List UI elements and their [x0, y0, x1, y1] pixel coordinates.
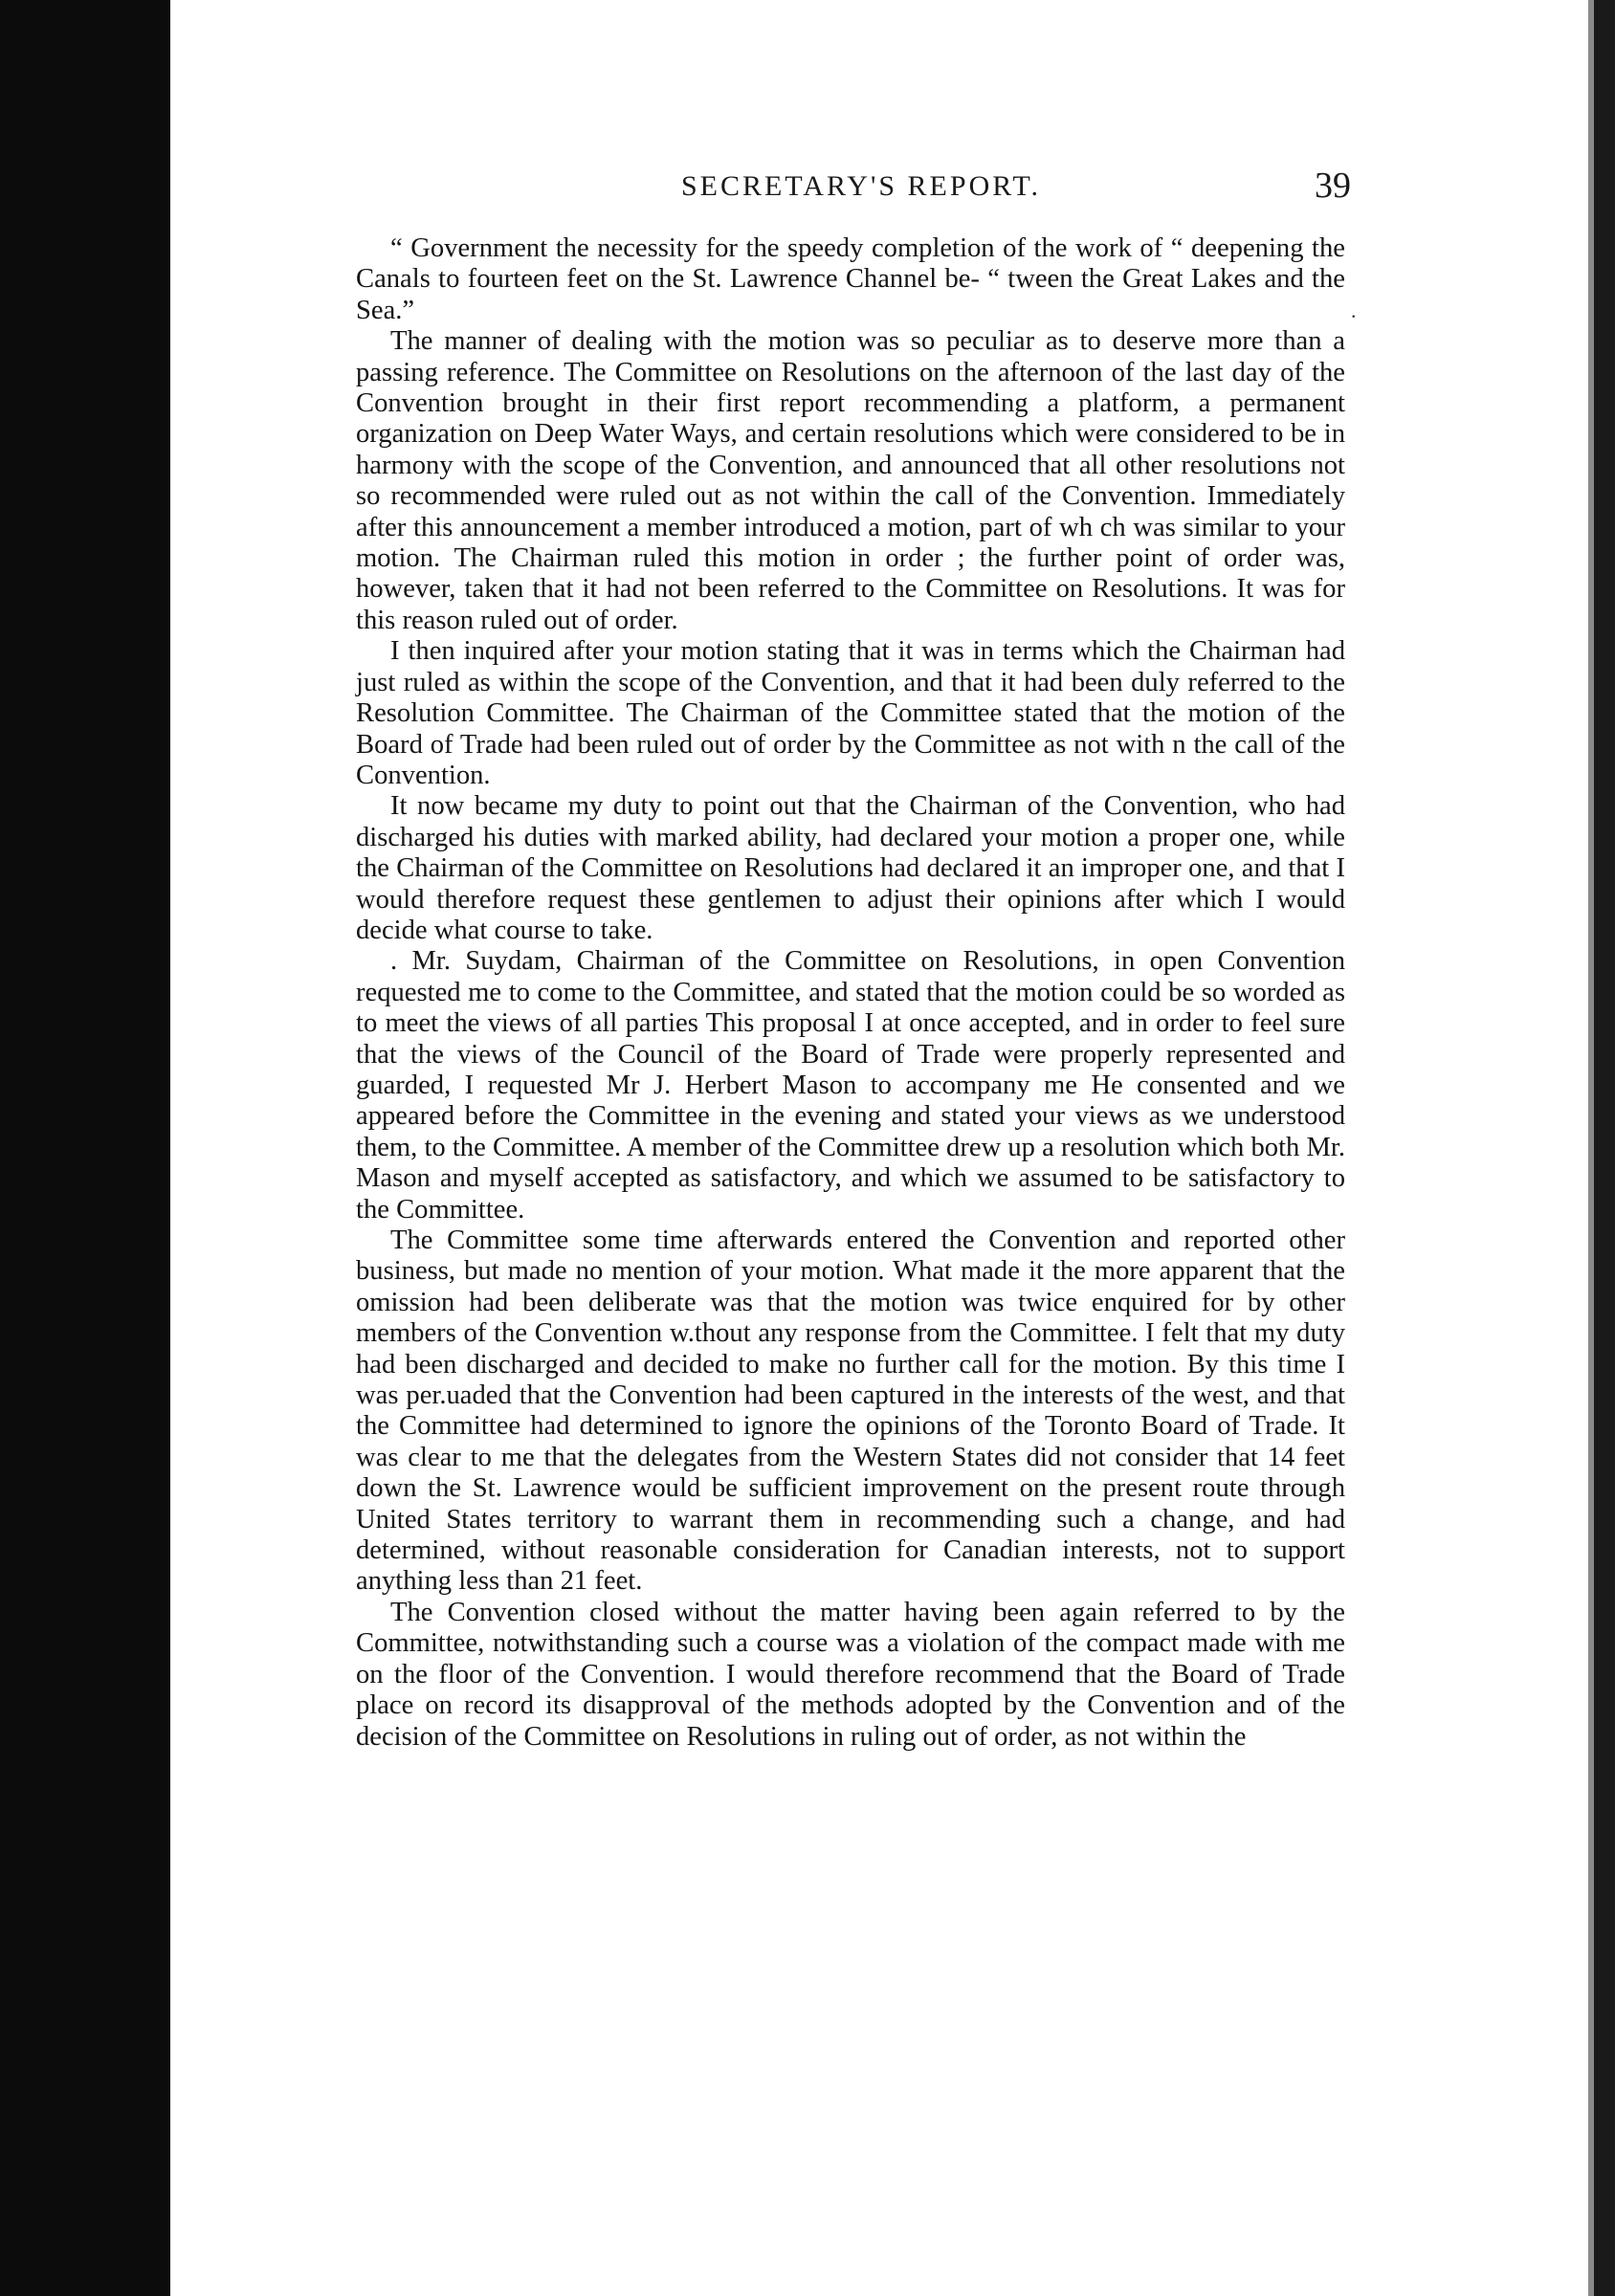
page-header — [356, 165, 1351, 212]
paragraph-convention-closed: The Convention closed without the matter having been again referred to by the Committee, notwithstanding such a course was a violation of the compact made with me on the floor of the Convention. I would therefore recommend that the Board of Trade place on record its disapproval of the methods adopted by the Convention and of the decision of the Committee on Resolutions in ruling out of order, as not within the — [356, 1597, 1345, 1752]
page-number: 39 — [1315, 166, 1351, 206]
left-binding-edge — [0, 0, 170, 2296]
paragraph-manner-of-dealing: The manner of dealing with the motion was so peculiar as to deserve more than a passing reference. The Committee on Resolutions on the afternoon of the last day of the Convention brought in their first report recommending a platform, a permanent organization on Deep Water Ways, and certain resolutions which were considered to be in harmony with the scope of the Convention, and announced that all other resolutions not so recommended were ruled out as not within the call of the Convention. Immediately after this announcement a member introduced a motion, part of wh ch was similar to your motion. The Chairman ruled this motion in order ; the further point of order was, however, taken that it had not been referred to the Committee on Resolutions. It was for this reason ruled out of order. — [356, 326, 1345, 635]
paragraph-mr-suydam: . Mr. Suydam, Chairman of the Committee on Resolutions, in open Convention requested me to come to the Committee, and stated that the motion could be so worded as to meet the views of all parties This proposal I at once accepted, and in order to feel sure that the views of the Council of the Board of Trade were properly represented and guarded, I requested Mr J. Herbert Mason to accompany me He consented and we appeared before the Committee in the evening and stated your views as we understood them, to the Committee. A member of the Committee drew up a resolution which both Mr. Mason and myself accepted as satisfactory, and which we assumed to be satisfactory to the Committee. — [356, 946, 1345, 1225]
paragraph-duty-point-out: It now became my duty to point out that the Chairman of the Convention, who had discharged his duties with marked ability, had declared your motion a proper one, while the Chairman of the Committee on Resolutions had declared it an improper one, and that I would therefore request these gentlemen to adjust their opinions after which I would decide what course to take. — [356, 791, 1345, 945]
paragraph-quote-continuation: “ Government the necessity for the speedy completion of the work of “ deepening the Canals to fourteen feet on the St. Lawrence Channel be- “ tween the Great Lakes and the Sea.” — [356, 233, 1345, 325]
stray-mark: . — [1351, 298, 1357, 322]
body-text — [356, 233, 1345, 1753]
paragraph-committee-afterwards: The Committee some time afterwards entered the Convention and reported other business, but made no mention of your motion. What made it the more apparent that the omission had been deliberate was that the motion was twice enquired for by other members of the Convention w.thout any response from the Committee. I felt that my duty had been discharged and decided to make no further call for the motion. By this time I was per.uaded that the Convention had been captured in the interests of the west, and that the Committee had determined to ignore the opinions of the Toronto Board of Trade. It was clear to me that the delegates from the Western States did not consider that 14 feet down the St. Lawrence would be sufficient improvement on the present route through United States territory to warrant them in recommending such a change, and had determined, without reasonable consideration for Canadian interests, not to support anything less than 21 feet. — [356, 1225, 1345, 1597]
paragraph-inquired-motion: I then inquired after your motion stating that it was in terms which the Chairman had just ruled as within the scope of the Convention, and that it had been duly referred to the Resolution Committee. The Chairman of the Committee stated that the motion of the Board of Trade had been ruled out of order by the Committee as not with n the call of the Convention. — [356, 636, 1345, 790]
right-binding-edge — [1594, 0, 1615, 2296]
running-head: SECRETARY'S REPORT. — [681, 170, 1042, 202]
